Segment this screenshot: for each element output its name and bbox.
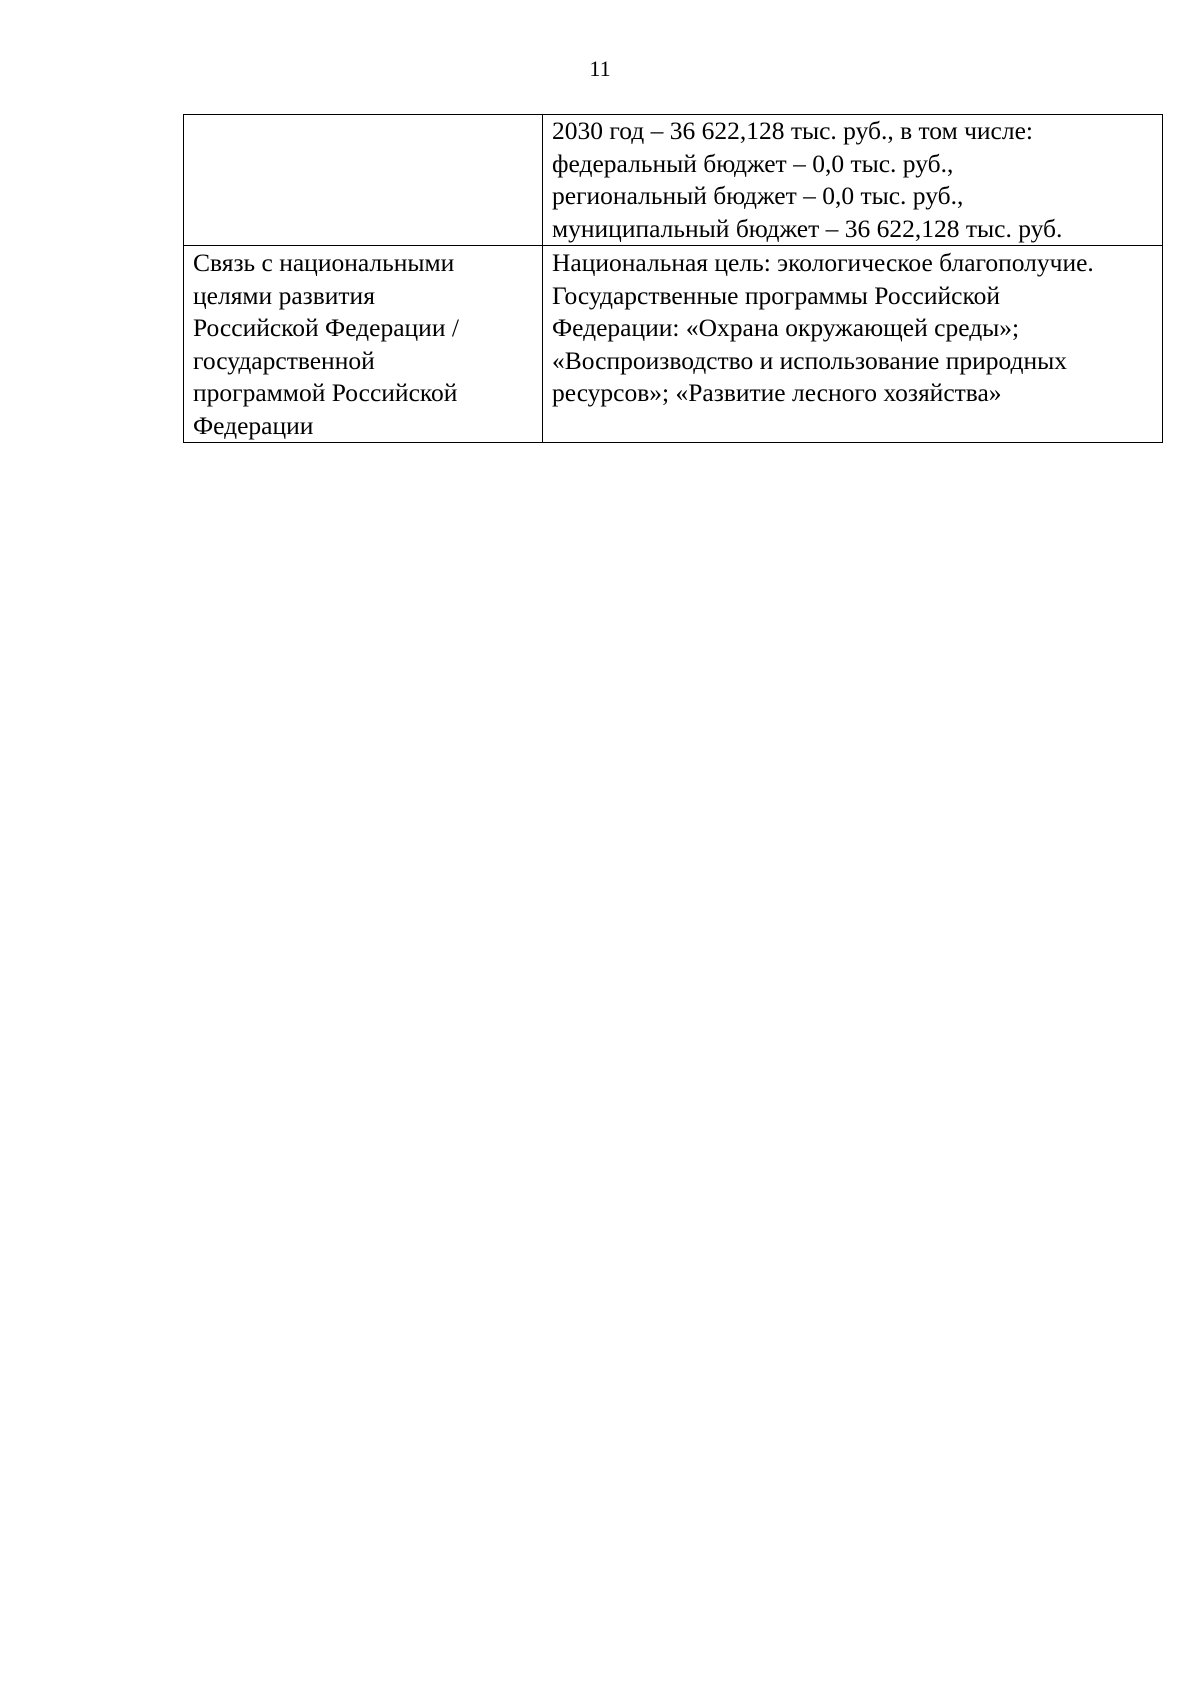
label-line: государственной bbox=[193, 345, 375, 375]
table-cell-value bbox=[543, 246, 1163, 443]
passport-table bbox=[183, 114, 1163, 443]
label-line: Связь с национальными bbox=[193, 248, 455, 277]
table-row bbox=[184, 246, 1163, 443]
table-row bbox=[184, 115, 1163, 246]
page-number: 11 bbox=[589, 56, 611, 81]
goal-line: «Воспроизводство и использование природных bbox=[552, 345, 1068, 375]
label-line: программой Российской bbox=[193, 378, 458, 407]
goal-line: Федерации: «Охрана окружающей среды»; bbox=[552, 313, 1020, 342]
label-line: Федерации bbox=[193, 410, 314, 440]
funding-line-municipal: муниципальный бюджет – 36 622,128 тыс. руб. bbox=[552, 213, 1063, 243]
label-line: целями развития bbox=[193, 280, 375, 310]
label-line: Российской Федерации / bbox=[193, 313, 459, 342]
funding-line-federal: федеральный бюджет – 0,0 тыс. руб., bbox=[552, 148, 954, 178]
table-cell-label bbox=[184, 246, 543, 443]
table-cell-label bbox=[184, 115, 543, 246]
goal-line: ресурсов»; «Развитие лесного хозяйства» bbox=[552, 378, 1002, 407]
goal-line: Государственные программы Российской bbox=[552, 280, 1000, 310]
funding-line-regional: региональный бюджет – 0,0 тыс. руб., bbox=[552, 181, 964, 210]
funding-line-total: 2030 год – 36 622,128 тыс. руб., в том числе: bbox=[552, 116, 1034, 145]
table-cell-value bbox=[543, 115, 1163, 246]
goal-line: Национальная цель: экологическое благополучие. bbox=[552, 248, 1094, 277]
